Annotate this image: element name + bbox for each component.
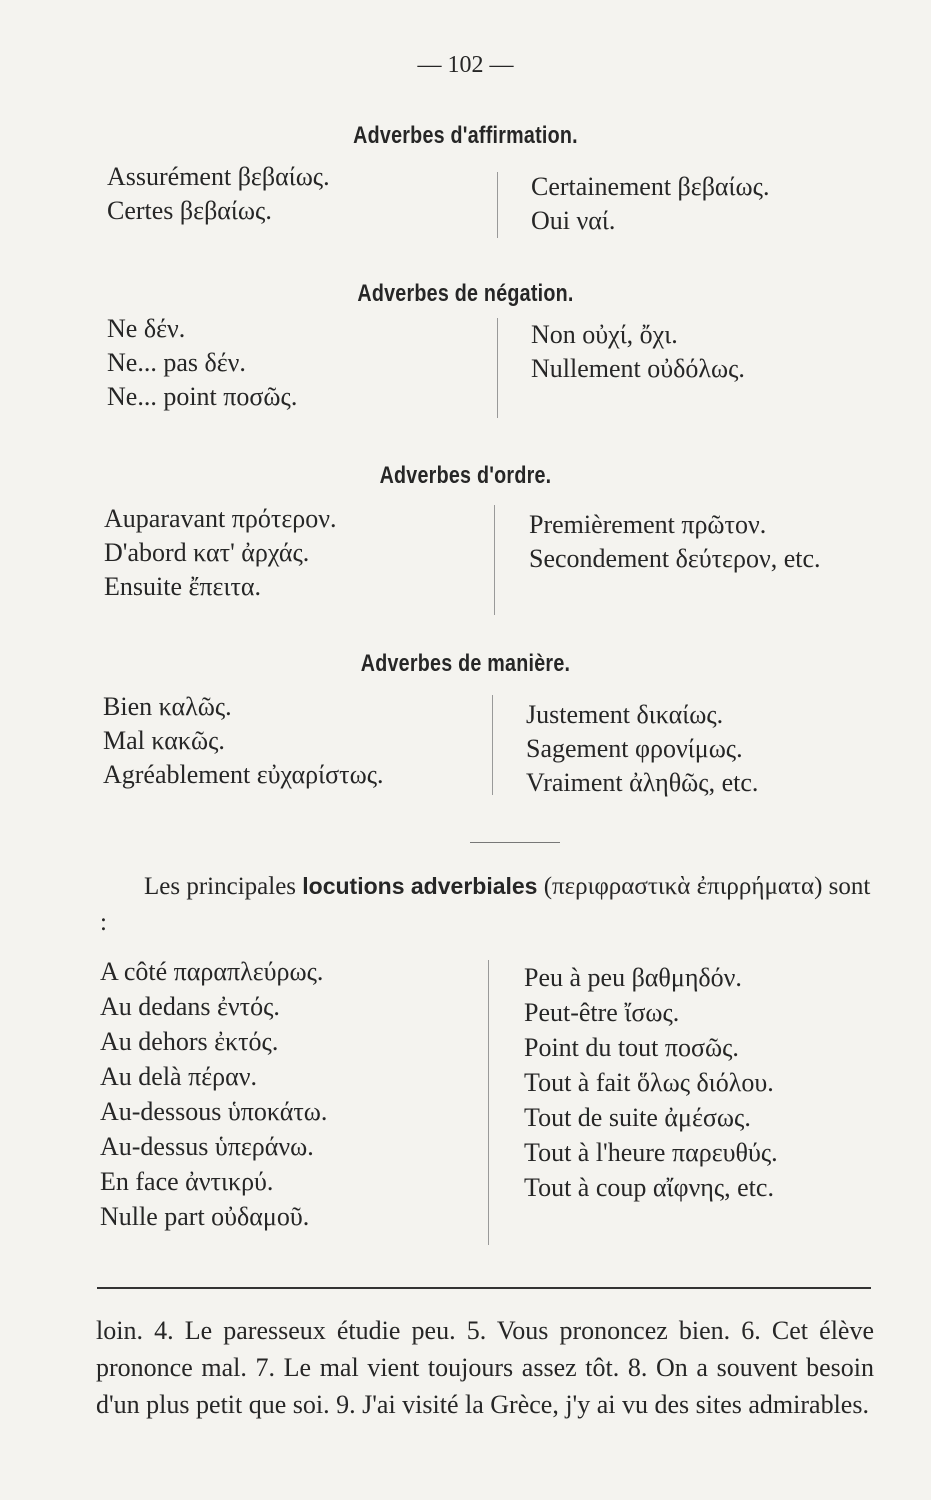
column-divider (497, 318, 498, 418)
list-item: Vraiment ἀληθῶς, etc. (526, 768, 759, 797)
list-item: Nulle part οὐδαμοῦ. (100, 1202, 310, 1231)
ordre-right-column (529, 508, 821, 576)
intro-text: Les principales (144, 873, 297, 900)
list-item: Nullement οὐδόλως. (531, 354, 745, 383)
locutions-right-column (524, 960, 778, 1205)
column-divider (492, 695, 493, 795)
list-item: En face ἀντικρύ. (100, 1167, 274, 1196)
affirmation-left-column (107, 160, 330, 228)
list-item: Au dedans ἐντός. (100, 992, 280, 1021)
heading-negation: Adverbes de négation. (357, 280, 574, 307)
negation-left-column (107, 312, 297, 414)
list-item: Secondement δεύτερον, etc. (529, 544, 821, 573)
list-item: Peut-être ἴσως. (524, 998, 680, 1027)
list-item: Au delà πέραν. (100, 1062, 257, 1091)
page-number: — 102 — (417, 52, 514, 78)
list-item: Tout à l'heure παρευθύς. (524, 1138, 778, 1167)
section-divider (470, 842, 560, 843)
list-item: Justement δικαίως. (526, 700, 724, 729)
ordre-left-column (104, 502, 336, 604)
locutions-left-column (100, 954, 327, 1234)
page-separator-rule (97, 1287, 871, 1289)
list-item: Non οὐχί, ὄχι. (531, 320, 678, 349)
list-item: Agréablement εὐχαρίστως. (103, 760, 384, 789)
list-item: Tout à coup αἴφνης, etc. (524, 1173, 774, 1202)
column-divider (497, 172, 498, 238)
list-item: Assurément βεβαίως. (107, 162, 330, 191)
list-item: Tout à fait ὅλως διόλου. (524, 1068, 774, 1097)
list-item: Sagement φρονίμως. (526, 734, 743, 763)
list-item: Point du tout ποσῶς. (524, 1033, 739, 1062)
affirmation-right-column (531, 170, 769, 238)
list-item: Premièrement πρῶτον. (529, 510, 767, 539)
negation-right-column (531, 318, 745, 386)
heading-ordre: Adverbes d'ordre. (379, 462, 552, 489)
list-item: Au-dessous ὑποκάτω. (100, 1097, 328, 1126)
list-item: Ne... point ποσῶς. (107, 382, 298, 411)
list-item: Peu à peu βαθμηδόν. (524, 963, 742, 992)
intro-bold-text: locutions adverbiales (302, 873, 538, 899)
locutions-intro (100, 868, 880, 941)
list-item: D'abord κατ' ἀρχάς. (104, 538, 310, 567)
list-item: Mal κακῶς. (103, 726, 225, 755)
column-divider (494, 505, 495, 615)
list-item: Tout de suite ἀμέσως. (524, 1103, 751, 1132)
list-item: Bien καλῶς. (103, 692, 232, 721)
column-divider (488, 960, 489, 1245)
list-item: Auparavant πρότερον. (104, 504, 337, 533)
heading-maniere: Adverbes de manière. (360, 650, 571, 677)
list-item: Au-dessus ὑπεράνω. (100, 1132, 314, 1161)
intro-text-greek: (περιφραστικὰ ἐπιρρήματα) sont : (100, 873, 871, 936)
list-item: Certes βεβαίως. (107, 196, 272, 225)
list-item: Ensuite ἔπειτα. (104, 572, 262, 601)
list-item: Ne δέν. (107, 314, 186, 343)
list-item: A côté παραπλεύρως. (100, 957, 324, 986)
list-item: Certainement βεβαίως. (531, 172, 770, 201)
maniere-left-column (103, 690, 384, 792)
list-item: Ne... pas δέν. (107, 348, 246, 377)
maniere-right-column (526, 698, 758, 800)
list-item: Oui ναί. (531, 206, 616, 235)
heading-affirmation: Adverbes d'affirmation. (353, 122, 578, 149)
list-item: Au dehors ἐκτός. (100, 1027, 279, 1056)
footer-exercise-text: loin. 4. Le paresseux étudie peu. 5. Vous prononcez bien. 6. Cet élève prononce mal. 7. Le mal vient toujours assez tôt. 8. On a souvent besoin d'un plus petit que soi. 9. J'ai visité la Grèce, j'y ai vu des sites admirables. (96, 1316, 874, 1419)
